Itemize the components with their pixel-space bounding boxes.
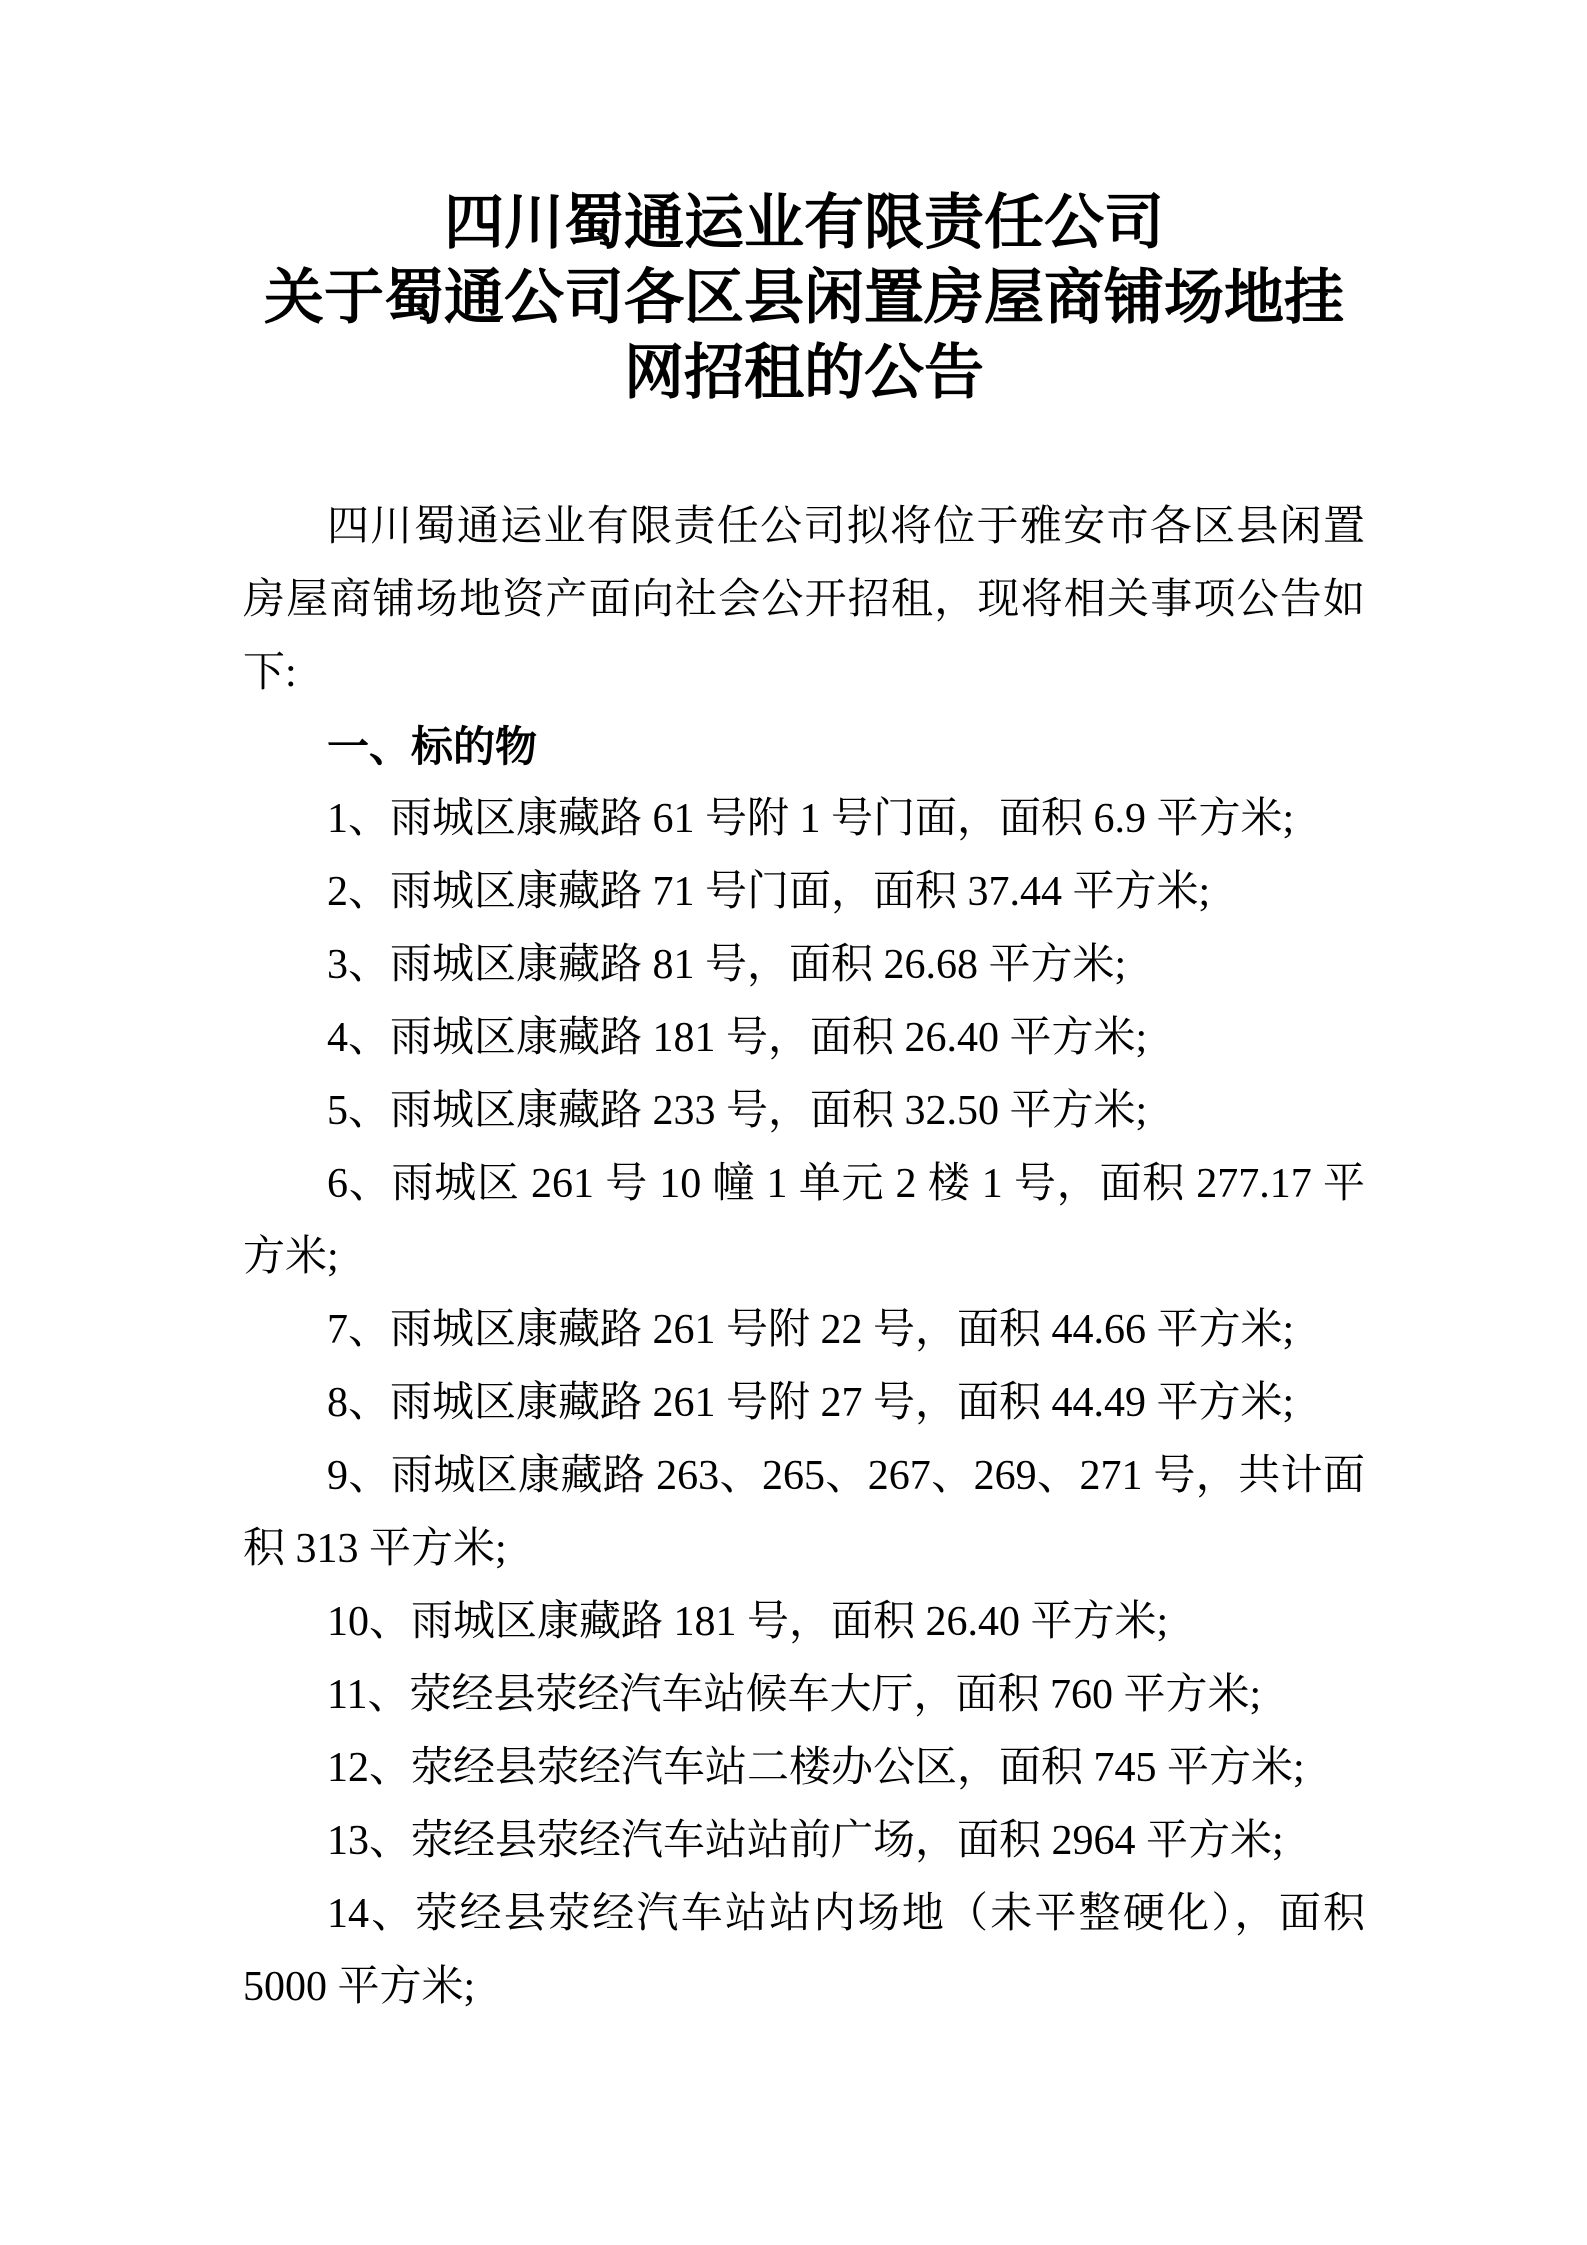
list-item: 4、雨城区康藏路 181 号，面积 26.40 平方米; (327, 1015, 1148, 1061)
items-list (243, 783, 1365, 2024)
title-subject-line: 关于蜀通公司各区县闲置房屋商铺场地挂网招租的公告 (264, 265, 1344, 406)
title-company-line: 四川蜀通运业有限责任公司 (444, 190, 1164, 256)
list-item: 13、荥经县荥经汽车站站前广场，面积 2964 平方米; (327, 1818, 1284, 1864)
list-item: 14、荥经县荥经汽车站站内场地（未平整硬化），面积 5000 平方米; (243, 1891, 1365, 2010)
list-item: 8、雨城区康藏路 261 号附 27 号，面积 44.49 平方米; (327, 1380, 1295, 1426)
list-item: 1、雨城区康藏路 61 号附 1 号门面，面积 6.9 平方米; (327, 796, 1295, 842)
document-title (243, 186, 1365, 411)
list-item: 12、荥经县荥经汽车站二楼办公区，面积 745 平方米; (327, 1745, 1305, 1791)
list-item: 5、雨城区康藏路 233 号，面积 32.50 平方米; (327, 1088, 1148, 1134)
list-item: 2、雨城区康藏路 71 号门面，面积 37.44 平方米; (327, 869, 1211, 915)
intro-paragraph: 四川蜀通运业有限责任公司拟将位于雅安市各区县闲置房屋商铺场地资产面向社会公开招租，现将相关事项公告如下: (243, 504, 1365, 696)
list-item: 3、雨城区康藏路 81 号，面积 26.68 平方米; (327, 942, 1127, 988)
list-item: 11、荥经县荥经汽车站候车大厅，面积 760 平方米; (327, 1672, 1262, 1718)
list-item: 6、雨城区 261 号 10 幢 1 单元 2 楼 1 号，面积 277.17 平方米; (243, 1161, 1365, 1280)
section-heading-targets: 一、标的物 (327, 723, 538, 770)
list-item: 7、雨城区康藏路 261 号附 22 号，面积 44.66 平方米; (327, 1307, 1295, 1353)
list-item: 9、雨城区康藏路 263、265、267、269、271 号，共计面积 313 平方米; (243, 1453, 1365, 1572)
list-item: 10、雨城区康藏路 181 号，面积 26.40 平方米; (327, 1599, 1169, 1645)
